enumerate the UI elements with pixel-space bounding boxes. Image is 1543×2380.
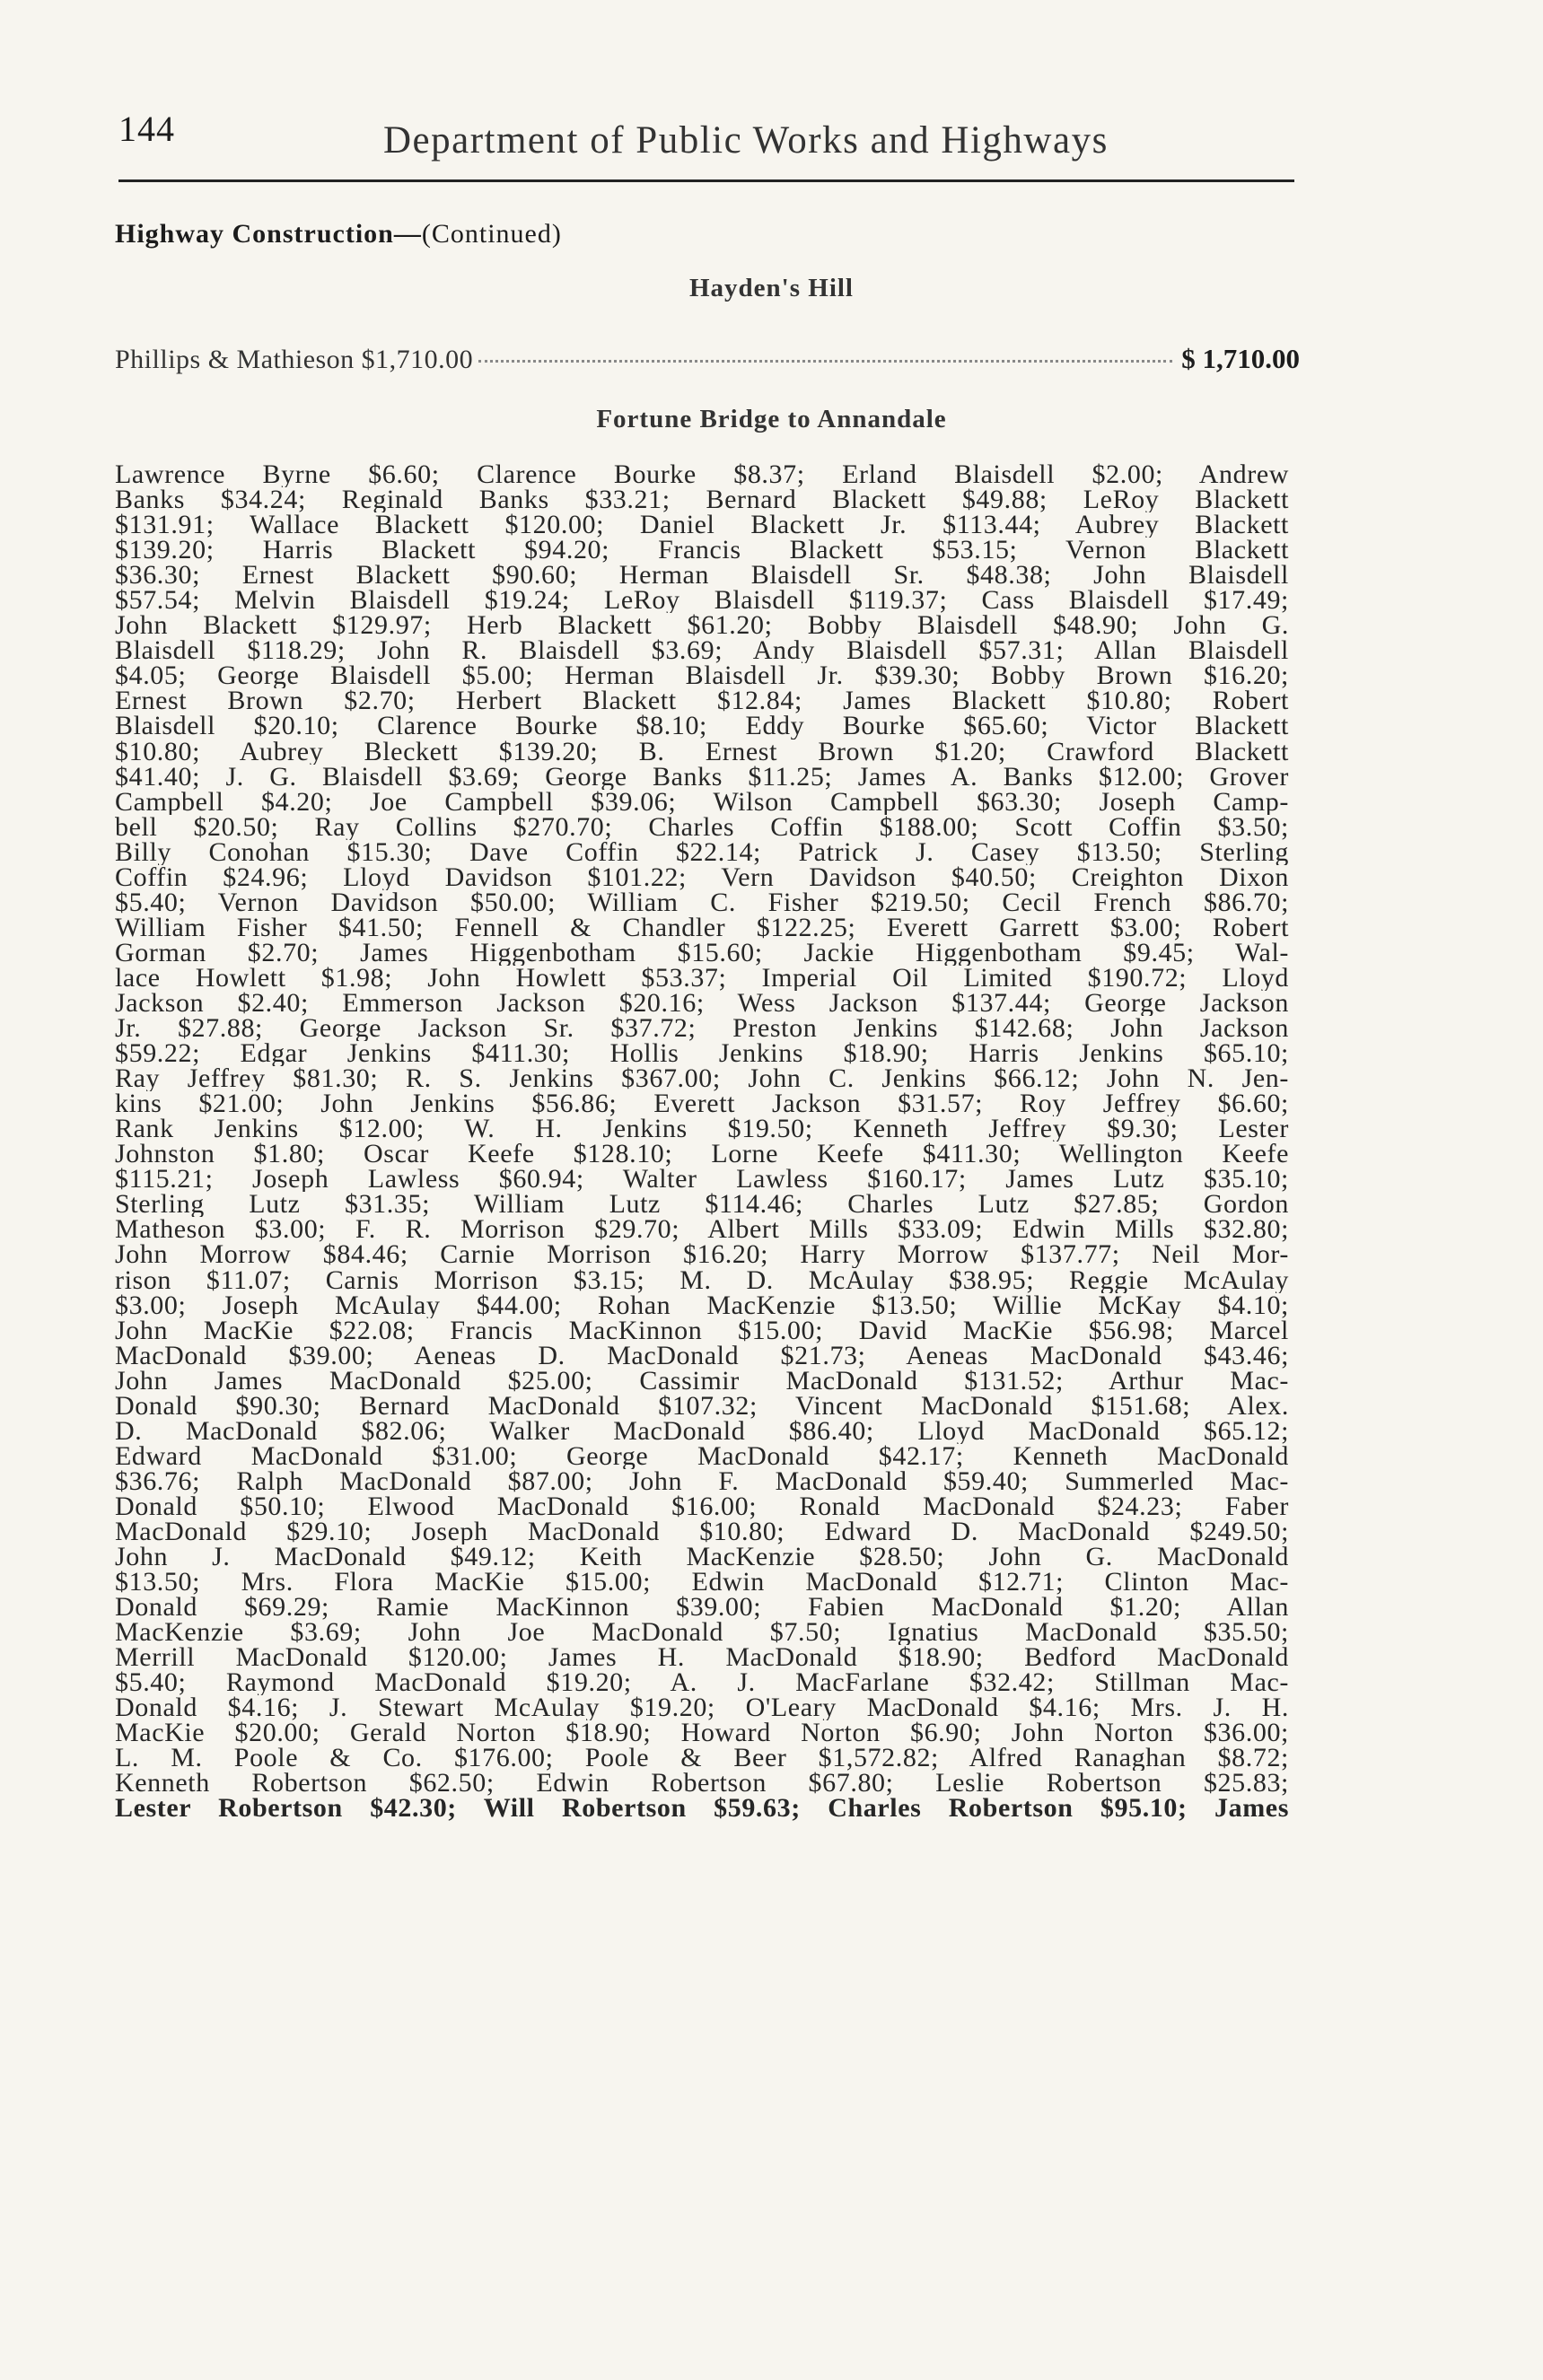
body-line: Johnston $1.80; Oscar Keefe $128.10; Lorne Keefe $411.30; Wellington Keefe (115, 1142, 1289, 1168)
body-line: Billy Conohan $15.30; Dave Coffin $22.14; Patrick J. Casey $13.50; Sterling (115, 839, 1289, 865)
body-line: $10.80; Aubrey Bleckett $139.20; B. Ernest Brown $1.20; Crawford Blackett (115, 739, 1289, 765)
body-line: Campbell $4.20; Joe Campbell $39.06; Wilson Campbell $63.30; Joseph Camp- (115, 789, 1289, 815)
body-line: John Morrow $84.46; Carnie Morrison $16.20; Harry Morrow $137.77; Neil Mor- (115, 1242, 1289, 1268)
body-line: Merrill MacDonald $120.00; James H. MacDonald $18.90; Bedford MacDonald (115, 1645, 1289, 1671)
body-line: L. M. Poole & Co. $176.00; Poole & Beer $1,572.82; Alfred Ranaghan $8.72; (115, 1746, 1289, 1772)
body-line: Lawrence Byrne $6.60; Clarence Bourke $8.37; Erland Blaisdell $2.00; Andrew (115, 462, 1289, 488)
body-line: $13.50; Mrs. Flora MacKie $15.00; Edwin MacDonald $12.71; Clinton Mac- (115, 1570, 1289, 1596)
entry-text: Phillips & Mathieson $1,710.00 (115, 345, 474, 374)
dot-leader (478, 360, 1172, 363)
body-line: $115.21; Joseph Lawless $60.94; Walter Lawless $160.17; James Lutz $35.10; (115, 1167, 1289, 1193)
body-line: $131.91; Wallace Blackett $120.00; Daniel Blackett Jr. $113.44; Aubrey Blackett (115, 512, 1289, 538)
body-line: William Fisher $41.50; Fennell & Chandler $122.25; Everett Garrett $3.00; Robert (115, 914, 1289, 941)
body-line: Blaisdell $20.10; Clarence Bourke $8.10; Eddy Bourke $65.60; Victor Blackett (115, 713, 1289, 739)
body-line: Donald $69.29; Ramie MacKinnon $39.00; Fabien MacDonald $1.20; Allan (115, 1595, 1289, 1621)
body-line: Kenneth Robertson $62.50; Edwin Robertson $67.80; Leslie Robertson $25.83; (115, 1771, 1289, 1797)
body-line: Donald $4.16; J. Stewart McAulay $19.20; O'Leary MacDonald $4.16; Mrs. J. H. (115, 1695, 1289, 1721)
body-line: Lester Robertson $42.30; Will Robertson $59.63; Charles Robertson $95.10; James (115, 1796, 1289, 1822)
body-line: $3.00; Joseph McAulay $44.00; Rohan MacKenzie $13.50; Willie McKay $4.10; (115, 1292, 1289, 1318)
subheading-fortune-bridge: Fortune Bridge to Annandale (596, 405, 947, 433)
body-line: MacDonald $39.00; Aeneas D. MacDonald $21.73; Aeneas MacDonald $43.46; (115, 1343, 1289, 1369)
body-line: Jackson $2.40; Emmerson Jackson $20.16; Wess Jackson $137.44; George Jackson (115, 990, 1289, 1017)
body-line: Matheson $3.00; F. R. Morrison $29.70; Albert Mills $33.09; Edwin Mills $32.80; (115, 1217, 1289, 1243)
body-line: Coffin $24.96; Lloyd Davidson $101.22; Vern Davidson $40.50; Creighton Dixon (115, 864, 1289, 890)
body-line: kins $21.00; John Jenkins $56.86; Everett Jackson $31.57; Roy Jeffrey $6.60; (115, 1091, 1289, 1117)
body-line: MacKenzie $3.69; John Joe MacDonald $7.50; Ignatius MacDonald $35.50; (115, 1620, 1289, 1646)
body-line: $36.30; Ernest Blackett $90.60; Herman Blaisdell Sr. $48.38; John Blaisdell (115, 563, 1289, 589)
section-heading (115, 219, 562, 249)
body-line: $59.22; Edgar Jenkins $411.30; Hollis Jenkins $18.90; Harris Jenkins $65.10; (115, 1041, 1289, 1067)
payee-paragraph (115, 462, 1289, 1822)
header-rule (118, 179, 1294, 182)
body-line: $5.40; Vernon Davidson $50.00; William C. Fisher $219.50; Cecil French $86.70; (115, 889, 1289, 915)
body-line: Blaisdell $118.29; John R. Blaisdell $3.69; Andy Blaisdell $57.31; Allan Blaisdell (115, 638, 1289, 664)
body-line: $4.05; George Blaisdell $5.00; Herman Blaisdell Jr. $39.30; Bobby Brown $16.20; (115, 663, 1289, 689)
body-line: Donald $50.10; Elwood MacDonald $16.00; Ronald MacDonald $24.23; Faber (115, 1493, 1289, 1519)
body-line: Ernest Brown $2.70; Herbert Blackett $12.84; James Blackett $10.80; Robert (115, 688, 1289, 714)
page-header (118, 108, 1285, 179)
body-line: Sterling Lutz $31.35; William Lutz $114.46; Charles Lutz $27.85; Gordon (115, 1192, 1289, 1218)
body-line: MacDonald $29.10; Joseph MacDonald $10.80; Edward D. MacDonald $249.50; (115, 1518, 1289, 1545)
entry-total: $ 1,710.00 (1181, 343, 1300, 374)
body-line: Edward MacDonald $31.00; George MacDonald $42.17; Kenneth MacDonald (115, 1443, 1289, 1469)
body-line: D. MacDonald $82.06; Walker MacDonald $86.40; Lloyd MacDonald $65.12; (115, 1418, 1289, 1444)
body-line: Rank Jenkins $12.00; W. H. Jenkins $19.50; Kenneth Jeffrey $9.30; Lester (115, 1116, 1289, 1142)
continued-label: (Continued) (421, 219, 562, 249)
running-title: Department of Public Works and Highways (383, 119, 1109, 162)
body-line: Gorman $2.70; James Higgenbotham $15.60; Jackie Higgenbotham $9.45; Wal- (115, 940, 1289, 966)
body-line: $5.40; Raymond MacDonald $19.20; A. J. MacFarlane $32.42; Stillman Mac- (115, 1670, 1289, 1696)
body-line: John J. MacDonald $49.12; Keith MacKenzie $28.50; John G. MacDonald (115, 1544, 1289, 1571)
body-line: rison $11.07; Carnis Morrison $3.15; M. D. McAulay $38.95; Reggie McAulay (115, 1267, 1289, 1293)
body-line: $57.54; Melvin Blaisdell $19.24; LeRoy Blaisdell $119.37; Cass Blaisdell $17.49; (115, 588, 1289, 614)
section-title: Highway Construction— (115, 219, 422, 249)
body-line: John James MacDonald $25.00; Cassimir MacDonald $131.52; Arthur Mac- (115, 1368, 1289, 1394)
body-line: Ray Jeffrey $81.30; R. S. Jenkins $367.00; John C. Jenkins $66.12; John N. Jen- (115, 1066, 1289, 1092)
body-line: Banks $34.24; Reginald Banks $33.21; Bernard Blackett $49.88; LeRoy Blackett (115, 487, 1289, 513)
body-line: bell $20.50; Ray Collins $270.70; Charles Coffin $188.00; Scott Coffin $3.50; (115, 814, 1289, 840)
haydens-hill-entry (115, 343, 1300, 375)
body-line: Jr. $27.88; George Jackson Sr. $37.72; Preston Jenkins $142.68; John Jackson (115, 1016, 1289, 1042)
body-line: lace Howlett $1.98; John Howlett $53.37; Imperial Oil Limited $190.72; Lloyd (115, 965, 1289, 991)
body-line: MacKie $20.00; Gerald Norton $18.90; Howard Norton $6.90; John Norton $36.00; (115, 1720, 1289, 1746)
body-line: John MacKie $22.08; Francis MacKinnon $15.00; David MacKie $56.98; Marcel (115, 1317, 1289, 1343)
body-line: Donald $90.30; Bernard MacDonald $107.32; Vincent MacDonald $151.68; Alex. (115, 1393, 1289, 1419)
body-line: $139.20; Harris Blackett $94.20; Francis Blackett $53.15; Vernon Blackett (115, 538, 1289, 564)
page-number: 144 (118, 109, 175, 149)
body-line: $41.40; J. G. Blaisdell $3.69; George Banks $11.25; James A. Banks $12.00; Grover (115, 764, 1289, 790)
subheading-haydens-hill: Hayden's Hill (688, 274, 854, 302)
body-line: $36.76; Ralph MacDonald $87.00; John F. MacDonald $59.40; Summerled Mac- (115, 1468, 1289, 1494)
body-line: John Blackett $129.97; Herb Blackett $61.20; Bobby Blaisdell $48.90; John G. (115, 613, 1289, 639)
